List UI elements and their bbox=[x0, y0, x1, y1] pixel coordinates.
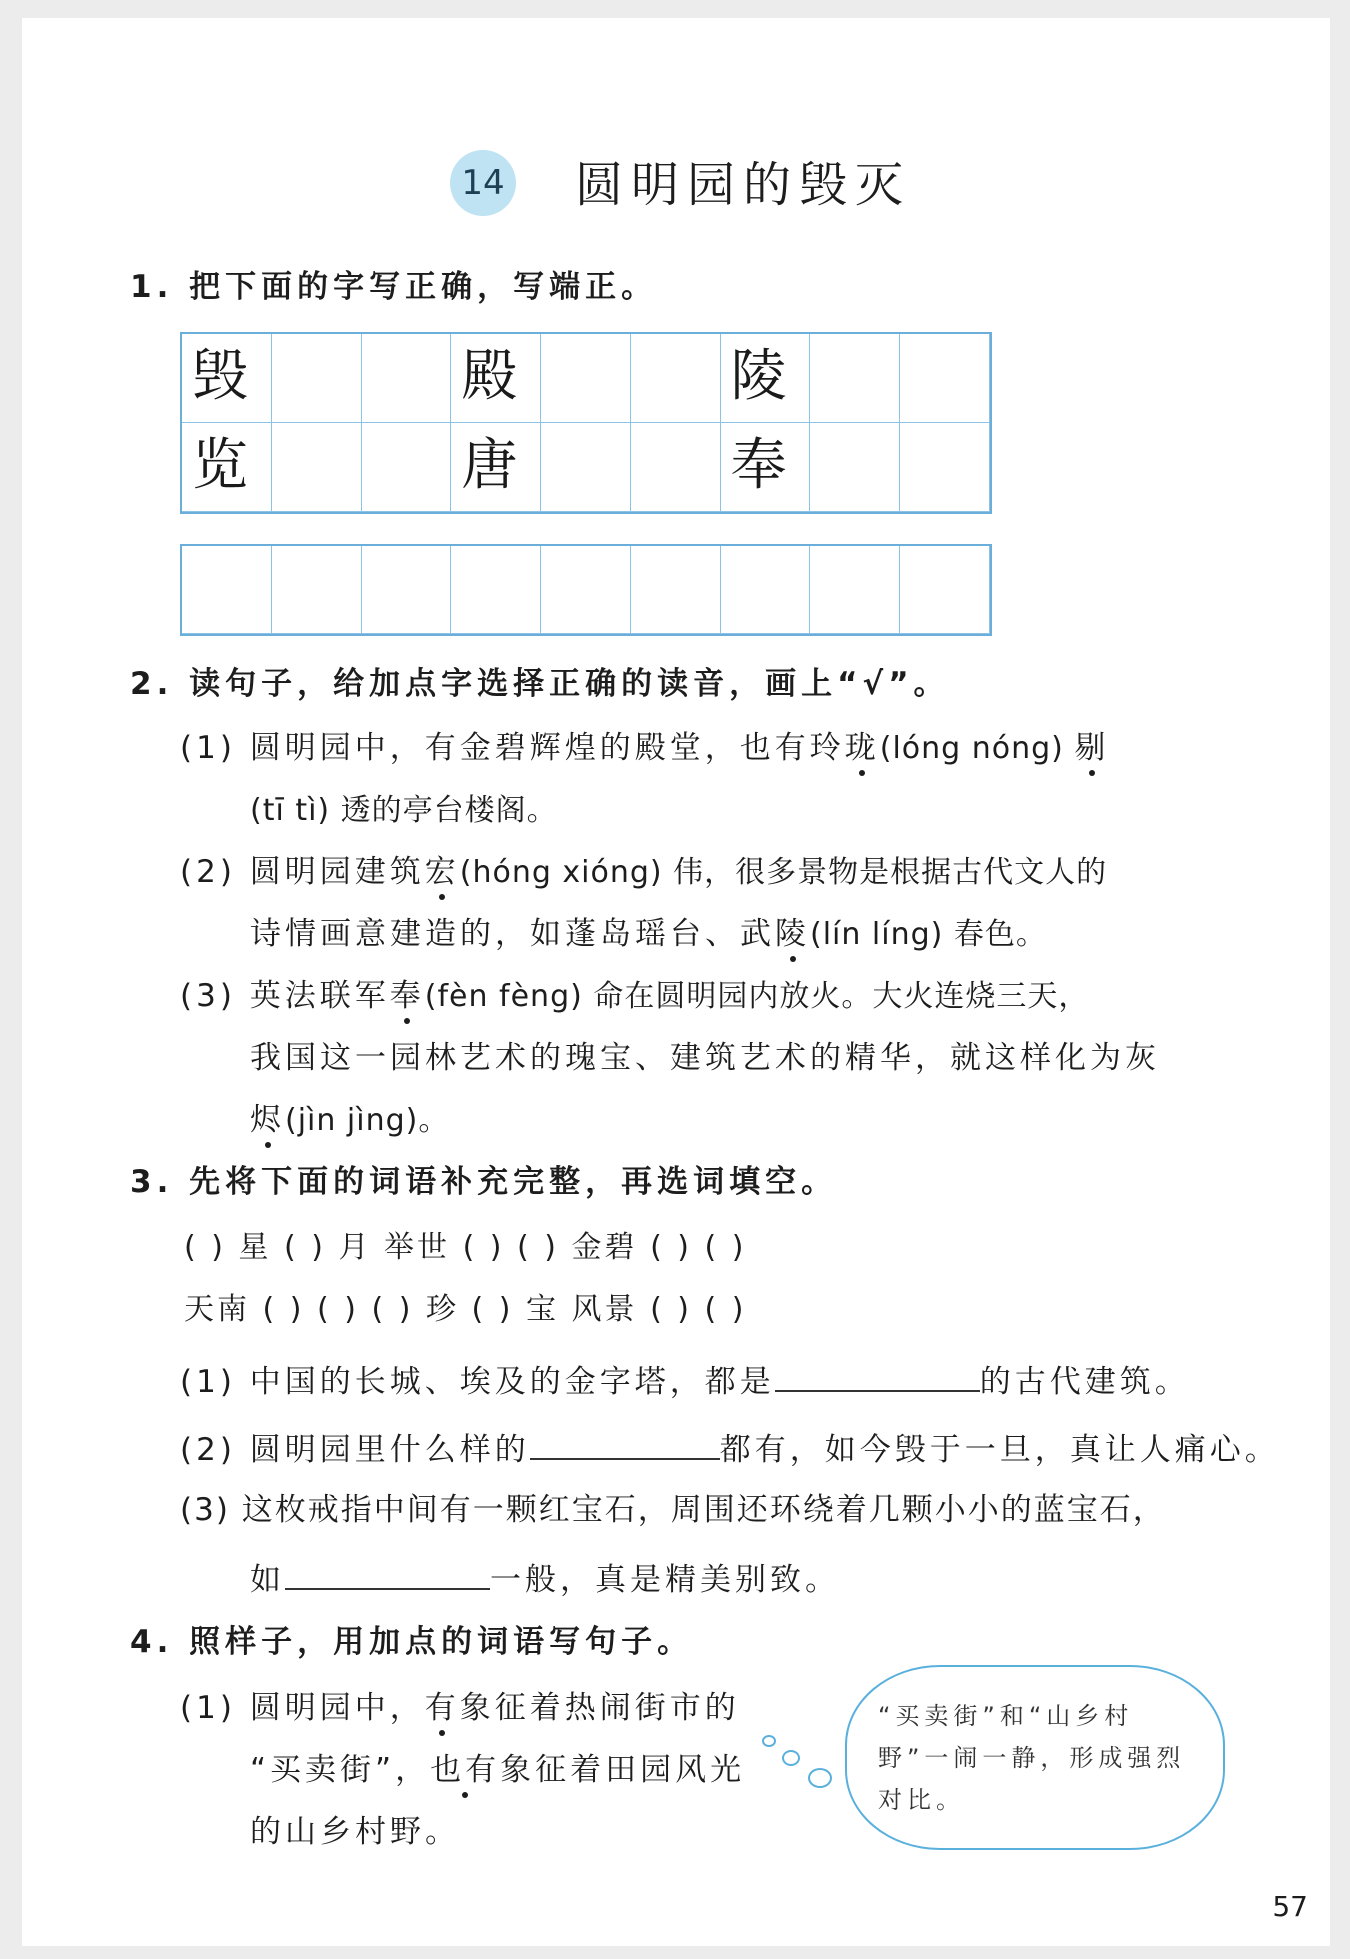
q3-f3-text: 如 bbox=[250, 1562, 285, 1598]
q3-heading: 3. 先将下面的词语补充完整，再选词填空。 bbox=[130, 1164, 838, 1200]
grid-cell: 殿 bbox=[451, 334, 541, 423]
pinyin-choice[interactable]: (jìn jìng)。 bbox=[285, 1103, 450, 1138]
grid-cell[interactable] bbox=[900, 334, 990, 423]
answer-blank[interactable] bbox=[285, 1556, 490, 1590]
grid-cell[interactable] bbox=[810, 546, 900, 634]
q2-sentence-3-cont: 我国这一园林艺术的瑰宝、建筑艺术的精华，就这样化为灰 bbox=[250, 1040, 1160, 1076]
q4-text: 象征着田园风光 bbox=[500, 1752, 746, 1788]
q3-f2-text: 都有，如今毁于一旦，真让人痛心。 bbox=[719, 1432, 1280, 1468]
pinyin-choice[interactable]: (lóng nóng) bbox=[879, 731, 1075, 766]
q4-example-line-1 bbox=[180, 1686, 740, 1730]
grid-cell[interactable] bbox=[721, 546, 811, 634]
grid-cell: 览 bbox=[182, 423, 272, 512]
grid-cell[interactable] bbox=[362, 546, 452, 634]
q2-sentence-1-cont bbox=[250, 788, 558, 833]
dotted-char: 陵 bbox=[775, 912, 810, 956]
grid-cell[interactable] bbox=[631, 546, 721, 634]
q3-f2-text: (2) 圆明园里什么样的 bbox=[180, 1432, 530, 1468]
lesson-number-badge: 14 bbox=[450, 150, 516, 216]
grid-cell: 唐 bbox=[451, 423, 541, 512]
grid-cell[interactable] bbox=[631, 334, 721, 423]
pinyin-choice[interactable]: (hóng xióng) 伟，很多景物是根据古代文人的 bbox=[459, 855, 1108, 890]
grid-cell[interactable] bbox=[272, 423, 362, 512]
grid-cell[interactable] bbox=[451, 546, 541, 634]
thought-bubble-dot bbox=[762, 1735, 776, 1747]
dotted-char: 珑 bbox=[845, 726, 880, 770]
grid-cell[interactable] bbox=[541, 334, 631, 423]
q2-sentence-1 bbox=[180, 726, 1109, 771]
pinyin-choice[interactable]: (fèn fèng) 命在圆明园内放火。大火连烧三天， bbox=[424, 979, 1090, 1014]
lesson-title: 圆明园的毁灭 bbox=[575, 157, 912, 213]
grid-cell[interactable] bbox=[272, 334, 362, 423]
q4-text: “买卖街”， bbox=[250, 1752, 431, 1788]
q2-sentence-3-cont2 bbox=[250, 1098, 449, 1143]
q2-s1-text: (1) 圆明园中，有金碧辉煌的殿堂，也有玲 bbox=[180, 730, 845, 766]
q2-sentence-3 bbox=[180, 974, 1089, 1019]
q2-sentence-2 bbox=[180, 850, 1107, 895]
dotted-char: 宏 bbox=[425, 850, 460, 894]
dotted-word: 也有 bbox=[430, 1748, 500, 1792]
grid-cell[interactable] bbox=[900, 423, 990, 512]
q2-s2-text: (2) 圆明园建筑 bbox=[180, 854, 425, 890]
grid-cell[interactable] bbox=[182, 546, 272, 634]
answer-blank[interactable] bbox=[775, 1358, 980, 1392]
q3-f1-text: (1) 中国的长城、埃及的金字塔，都是 bbox=[180, 1364, 775, 1400]
q2-s3-text: (3) 英法联军 bbox=[180, 978, 390, 1014]
q3-word-row-1[interactable]: ( ) 星 ( ) 月 举世 ( ) ( ) 金碧 ( ) ( ) bbox=[184, 1230, 747, 1265]
pinyin-choice[interactable]: (tī tì) 透的亭台楼阁。 bbox=[250, 793, 558, 828]
grid-cell[interactable] bbox=[362, 334, 452, 423]
grid-cell[interactable] bbox=[810, 423, 900, 512]
dotted-char: 剔 bbox=[1074, 726, 1109, 770]
q3-fill-3: (3) 这枚戒指中间有一颗红宝石，周围还环绕着几颗小小的蓝宝石， bbox=[180, 1492, 1166, 1528]
q4-heading: 4. 照样子，用加点的词语写句子。 bbox=[130, 1624, 694, 1660]
grid-cell[interactable] bbox=[362, 423, 452, 512]
q4-text: (1) 圆明园中， bbox=[180, 1690, 425, 1726]
q4-text: 象征着热闹街市的 bbox=[459, 1690, 740, 1726]
answer-blank[interactable] bbox=[530, 1426, 720, 1460]
q3-fill-3-cont bbox=[250, 1556, 840, 1602]
thought-bubble-dot bbox=[782, 1750, 800, 1766]
q3-fill-1 bbox=[180, 1358, 1190, 1404]
q3-word-row-2[interactable]: 天南 ( ) ( ) ( ) 珍 ( ) 宝 风景 ( ) ( ) bbox=[184, 1292, 747, 1327]
q2-s2-text: 诗情画意建造的，如蓬岛瑶台、武 bbox=[250, 916, 775, 952]
q4-example-line-2 bbox=[250, 1748, 745, 1792]
q2-heading: 2. 读句子，给加点字选择正确的读音，画上“√”。 bbox=[130, 666, 950, 702]
q3-f1-text: 的古代建筑。 bbox=[979, 1364, 1190, 1400]
grid-cell[interactable] bbox=[272, 546, 362, 634]
q2-sentence-2-cont bbox=[250, 912, 1047, 957]
writing-grid-2 bbox=[180, 544, 992, 636]
q1-heading: 1. 把下面的字写正确，写端正。 bbox=[130, 269, 658, 305]
pinyin-choice[interactable]: (lín líng) 春色。 bbox=[810, 917, 1047, 952]
grid-cell[interactable] bbox=[541, 423, 631, 512]
dotted-char: 烬 bbox=[250, 1098, 285, 1142]
grid-cell[interactable] bbox=[631, 423, 721, 512]
page-number: 57 bbox=[1272, 1890, 1308, 1923]
grid-cell[interactable] bbox=[541, 546, 631, 634]
hint-text: “买卖街”和“山乡村野”一闹一静，形成强烈对比。 bbox=[878, 1702, 1186, 1814]
writing-grid-1 bbox=[180, 332, 992, 514]
q4-example-line-3: 的山乡村野。 bbox=[250, 1814, 460, 1850]
grid-cell: 毁 bbox=[182, 334, 272, 423]
grid-cell[interactable] bbox=[900, 546, 990, 634]
grid-cell: 陵 bbox=[721, 334, 811, 423]
dotted-char: 奉 bbox=[390, 974, 425, 1018]
thought-bubble-dot bbox=[808, 1768, 832, 1788]
grid-cell: 奉 bbox=[721, 423, 811, 512]
q3-fill-2 bbox=[180, 1426, 1280, 1472]
grid-cell[interactable] bbox=[810, 334, 900, 423]
q3-f3-text: 一般，真是精美别致。 bbox=[490, 1562, 840, 1598]
dotted-word: 有 bbox=[425, 1686, 460, 1730]
